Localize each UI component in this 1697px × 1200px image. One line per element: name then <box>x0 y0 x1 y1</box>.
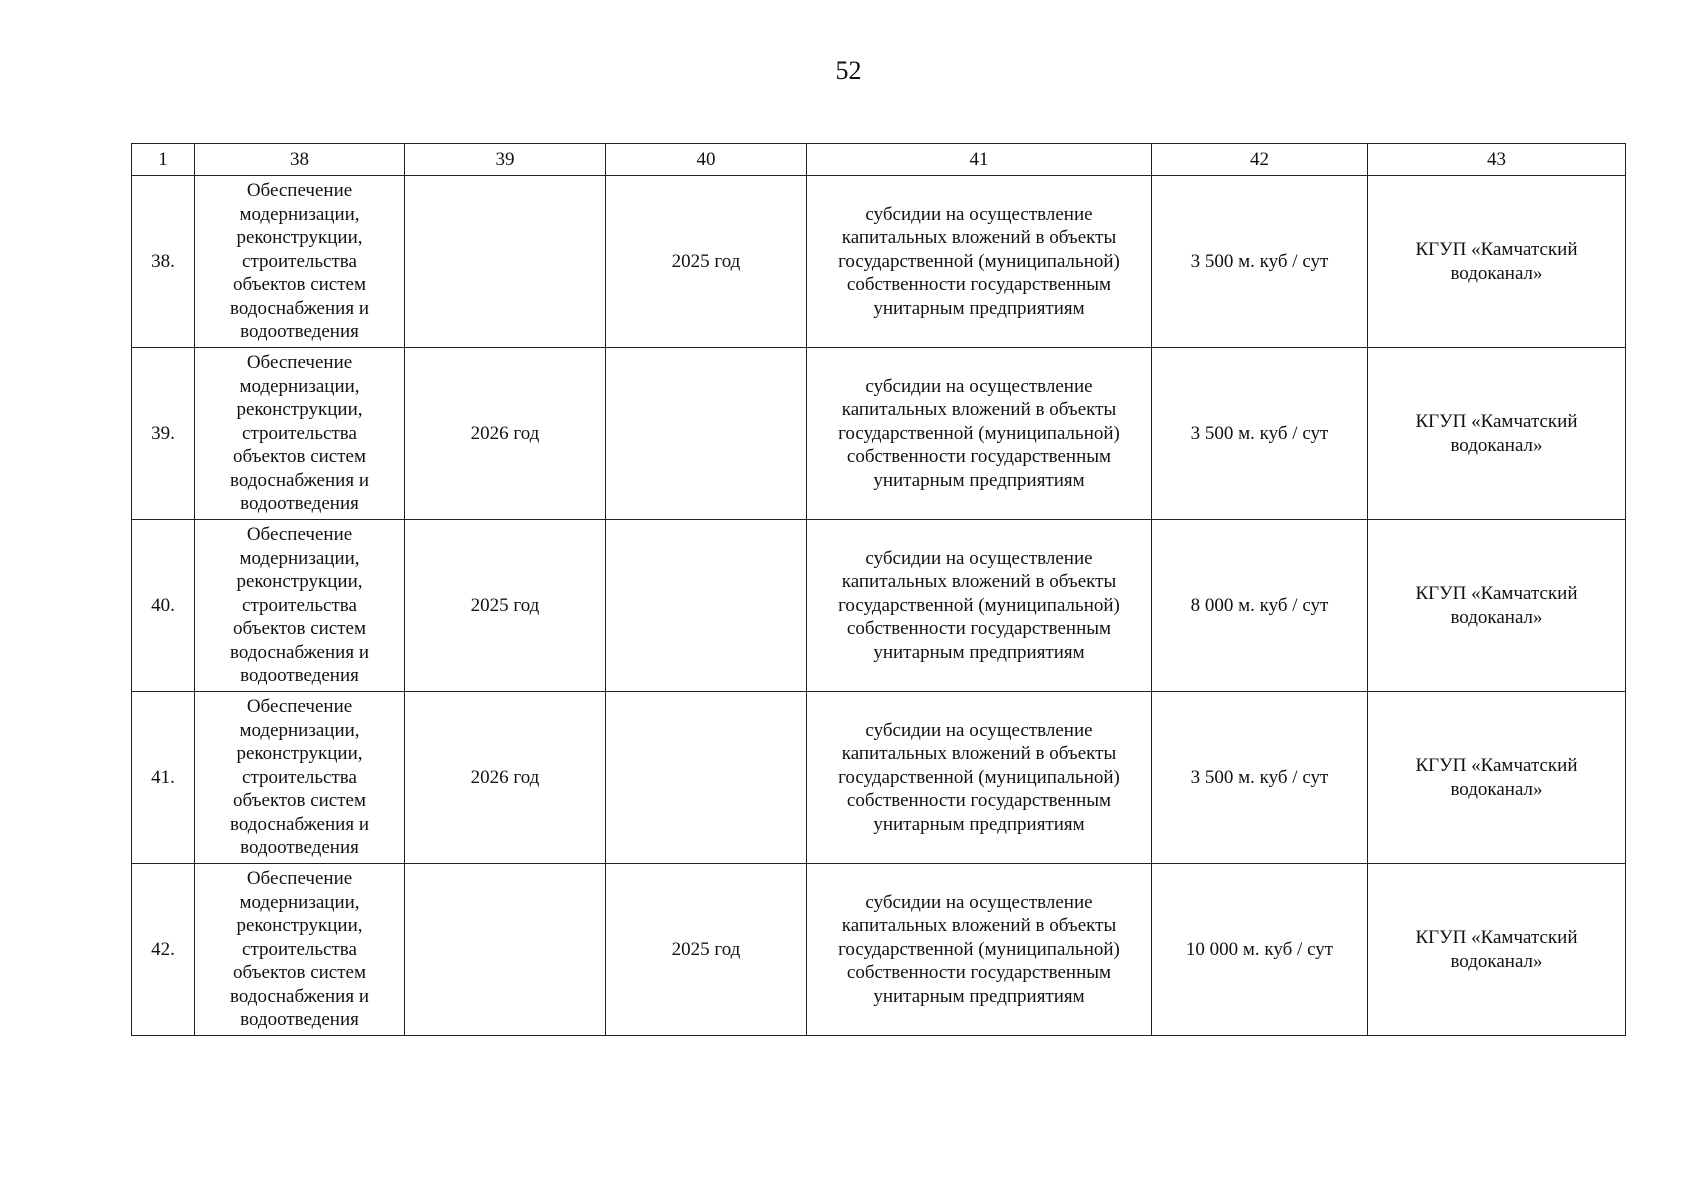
organization-name: КГУП «Камчатский водоканал» <box>1368 864 1626 1036</box>
year-col-40: 2025 год <box>606 176 807 348</box>
row-number: 38. <box>132 176 195 348</box>
year-col-40: 2025 год <box>606 864 807 1036</box>
measure-description: Обеспечение модернизации, реконструкции, строительства объектов систем водоснабжения и водоотведения <box>195 692 405 864</box>
column-header: 39 <box>405 144 606 176</box>
data-table <box>131 143 1626 1036</box>
year-col-39 <box>405 176 606 348</box>
page-number: 52 <box>835 56 862 85</box>
year-col-40 <box>606 520 807 692</box>
table-row <box>132 692 1626 864</box>
funding-type: субсидии на осуществление капитальных вложений в объекты государственной (муниципальной) собственности государственным унитарным предприятиям <box>807 520 1152 692</box>
year-col-39: 2026 год <box>405 348 606 520</box>
column-header: 40 <box>606 144 807 176</box>
organization-name: КГУП «Камчатский водоканал» <box>1368 692 1626 864</box>
column-header: 38 <box>195 144 405 176</box>
row-number: 39. <box>132 348 195 520</box>
capacity-value: 3 500 м. куб / сут <box>1152 176 1368 348</box>
organization-name: КГУП «Камчатский водоканал» <box>1368 348 1626 520</box>
table-row <box>132 864 1626 1036</box>
table-row <box>132 176 1626 348</box>
capacity-value: 3 500 м. куб / сут <box>1152 692 1368 864</box>
funding-type: субсидии на осуществление капитальных вложений в объекты государственной (муниципальной) собственности государственным унитарным предприятиям <box>807 348 1152 520</box>
column-number-row <box>132 144 1626 176</box>
row-number: 41. <box>132 692 195 864</box>
capacity-value: 3 500 м. куб / сут <box>1152 348 1368 520</box>
year-col-39: 2026 год <box>405 692 606 864</box>
organization-name: КГУП «Камчатский водоканал» <box>1368 176 1626 348</box>
capacity-value: 8 000 м. куб / сут <box>1152 520 1368 692</box>
year-col-40 <box>606 692 807 864</box>
column-header: 42 <box>1152 144 1368 176</box>
measure-description: Обеспечение модернизации, реконструкции, строительства объектов систем водоснабжения и водоотведения <box>195 176 405 348</box>
funding-type: субсидии на осуществление капитальных вложений в объекты государственной (муниципальной) собственности государственным унитарным предприятиям <box>807 176 1152 348</box>
funding-type: субсидии на осуществление капитальных вложений в объекты государственной (муниципальной) собственности государственным унитарным предприятиям <box>807 692 1152 864</box>
funding-type: субсидии на осуществление капитальных вложений в объекты государственной (муниципальной) собственности государственным унитарным предприятиям <box>807 864 1152 1036</box>
year-col-40 <box>606 348 807 520</box>
column-header: 1 <box>132 144 195 176</box>
column-header: 43 <box>1368 144 1626 176</box>
measure-description: Обеспечение модернизации, реконструкции, строительства объектов систем водоснабжения и водоотведения <box>195 348 405 520</box>
row-number: 42. <box>132 864 195 1036</box>
year-col-39 <box>405 864 606 1036</box>
row-number: 40. <box>132 520 195 692</box>
organization-name: КГУП «Камчатский водоканал» <box>1368 520 1626 692</box>
table-row <box>132 348 1626 520</box>
measure-description: Обеспечение модернизации, реконструкции, строительства объектов систем водоснабжения и водоотведения <box>195 864 405 1036</box>
measure-description: Обеспечение модернизации, реконструкции, строительства объектов систем водоснабжения и водоотведения <box>195 520 405 692</box>
table-row <box>132 520 1626 692</box>
capacity-value: 10 000 м. куб / сут <box>1152 864 1368 1036</box>
year-col-39: 2025 год <box>405 520 606 692</box>
column-header: 41 <box>807 144 1152 176</box>
